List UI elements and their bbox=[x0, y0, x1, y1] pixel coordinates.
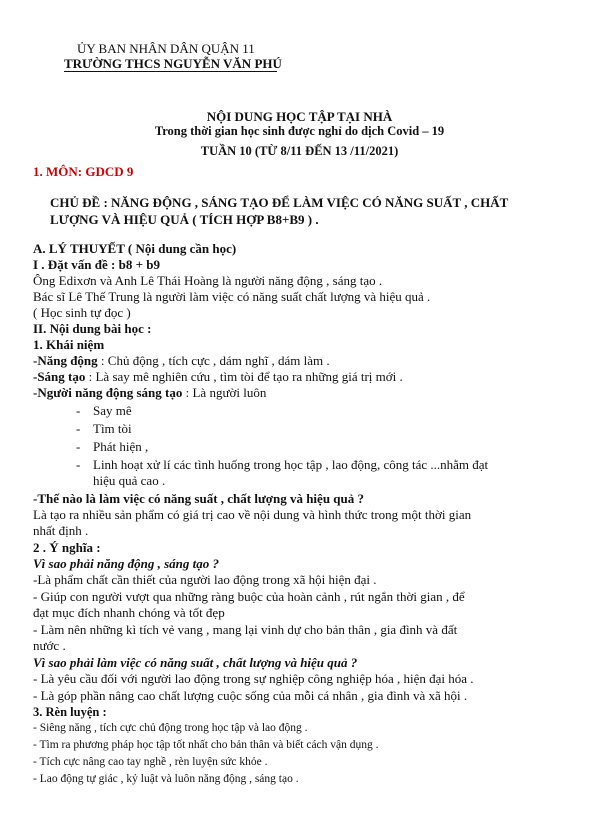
practice-heading: 3. Rèn luyện : bbox=[33, 705, 107, 719]
list-dash: - bbox=[76, 403, 81, 418]
week-title: TUẦN 10 (TỪ 8/11 ĐẾN 13 /11/2021) bbox=[200, 144, 399, 158]
school-underline bbox=[64, 71, 277, 72]
creative-definition bbox=[33, 370, 403, 383]
topic-line-2: LƯỢNG VÀ HIỆU QUẢ ( TÍCH HỢP B8+B9 ) . bbox=[50, 212, 319, 227]
list-item: Linh hoạt xử lí các tình huống trong học tập , lao động, công tác ...nhằm đạt bbox=[93, 457, 489, 472]
person-text: : Là người luôn bbox=[182, 385, 267, 400]
why-productive-line: - Là góp phần nâng cao chất lượng cuộc sống của mỗi cá nhân , gia đình và xã hội . bbox=[33, 688, 468, 703]
productive-answer: Là tạo ra nhiều sản phẩm có giá trị cao về nội dung và hình thức trong một thời gian bbox=[33, 507, 472, 522]
list-dash: - bbox=[76, 439, 81, 454]
practice-line: - Lao động tự giác , kỷ luật và luôn năng động , sáng tạo . bbox=[33, 773, 299, 785]
practice-line: - Tích cực nâng cao tay nghề , rèn luyện sức khỏe . bbox=[33, 756, 268, 768]
productive-answer: nhất định . bbox=[33, 523, 89, 538]
creative-text: : Là say mê nghiên cứu , tìm tòi để tạo ra những giá trị mới . bbox=[85, 369, 403, 384]
why-dynamic-line: đạt mục đích nhanh chóng và tốt đẹp bbox=[33, 605, 225, 620]
practice-line: - Tìm ra phương pháp học tập tốt nhất cho bản thân và biết cách vận dụng . bbox=[33, 739, 379, 751]
page-title: NỘI DUNG HỌC TẬP TẠI NHÀ bbox=[206, 109, 393, 124]
list-item: Say mê bbox=[93, 403, 132, 418]
problem-line: Bác sĩ Lê Thế Trung là người làm việc có năng suất chất lượng và hiệu quả . bbox=[33, 289, 431, 304]
person-definition bbox=[33, 386, 266, 399]
person-label: -Người năng động sáng tạo bbox=[33, 385, 183, 400]
productive-question: -Thế nào là làm việc có năng suất , chất lượng và hiệu quả ? bbox=[33, 491, 365, 506]
theory-heading: A. LÝ THUYẾT ( Nội dung cần học) bbox=[33, 241, 237, 256]
list-dash: - bbox=[76, 457, 81, 472]
problem-heading: I . Đặt vấn đề : b8 + b9 bbox=[33, 257, 160, 272]
why-productive-question: Vì sao phải làm việc có năng suất , chất lượng và hiệu quả ? bbox=[33, 655, 358, 670]
meaning-heading: 2 . Ý nghĩa : bbox=[33, 540, 101, 555]
lesson-heading: II. Nội dung bài học : bbox=[33, 321, 152, 336]
list-item: Phát hiện , bbox=[93, 439, 149, 454]
problem-line: Ông Edixơn và Anh Lê Thái Hoàng là người năng động , sáng tạo . bbox=[33, 273, 383, 288]
list-item: Tìm tòi bbox=[93, 421, 132, 436]
list-item-continuation: hiệu quả cao . bbox=[93, 473, 166, 488]
concept-heading: 1. Khái niệm bbox=[33, 337, 105, 352]
page-subtitle: Trong thời gian học sinh được nghỉ do dịch Covid – 19 bbox=[154, 124, 445, 138]
subject-heading: 1. MÔN: GDCD 9 bbox=[33, 164, 134, 179]
list-dash: - bbox=[76, 421, 81, 436]
why-dynamic-line: - Giúp con người vượt qua những ràng buộc của hoàn cảnh , rút ngắn thời gian , để bbox=[33, 589, 465, 604]
dynamic-text: : Chủ động , tích cực , dám nghĩ , dám làm . bbox=[97, 353, 330, 368]
dynamic-definition bbox=[33, 354, 330, 367]
practice-line: - Siêng năng , tích cực chủ động trong học tập và lao động . bbox=[33, 722, 308, 734]
creative-label: -Sáng tạo bbox=[33, 369, 86, 384]
why-dynamic-line: nước . bbox=[33, 638, 66, 653]
topic-line-1: CHỦ ĐỀ : NĂNG ĐỘNG , SÁNG TẠO ĐỂ LÀM VIỆC CÓ NĂNG SUẤT , CHẤT bbox=[50, 195, 509, 210]
why-dynamic-line: - Làm nên những kì tích vẻ vang , mang lại vinh dự cho bản thân , gia đình và đất bbox=[33, 622, 458, 637]
problem-line: ( Học sinh tự đọc ) bbox=[33, 305, 131, 320]
school-name: TRƯỜNG THCS NGUYỄN VĂN PHÚ bbox=[64, 56, 282, 71]
why-dynamic-line: -Là phẩm chất cần thiết của người lao động trong xã hội hiện đại . bbox=[33, 572, 377, 587]
why-productive-line: - Là yêu cầu đối với người lao động trong sự nghiệp công nghiệp hóa , hiện đại hóa . bbox=[33, 671, 474, 686]
committee-name: ỦY BAN NHÂN DÂN QUẬN 11 bbox=[77, 41, 255, 56]
dynamic-label: -Năng động bbox=[33, 353, 98, 368]
why-dynamic-question: Vì sao phải năng động , sáng tạo ? bbox=[33, 556, 220, 571]
